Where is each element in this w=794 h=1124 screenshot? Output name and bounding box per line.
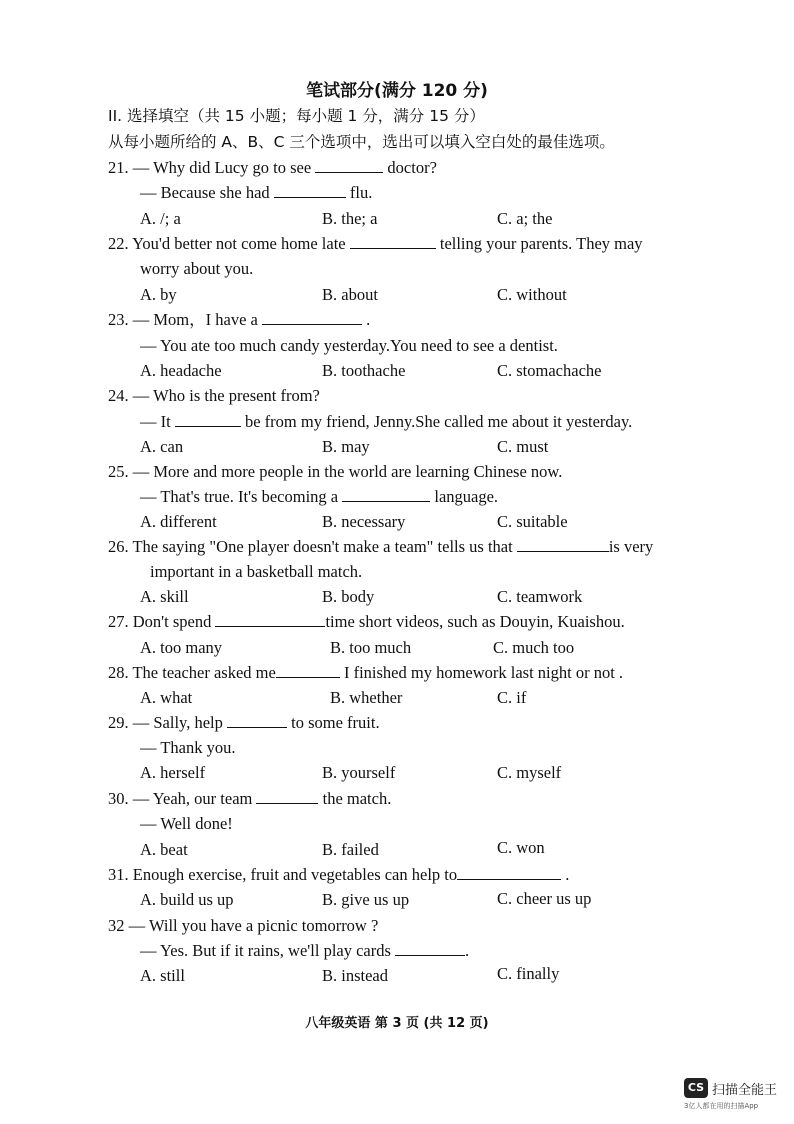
question-29-line1: 29. — Sally, help to some fruit.	[108, 713, 380, 732]
option-c: C. without	[497, 285, 567, 304]
option-a: A. can	[140, 437, 184, 456]
option-a: A. beat	[140, 840, 188, 859]
question-27-line1: 27. Don't spend time short videos, such as Douyin, Kuaishou.	[108, 612, 625, 631]
option-a: A. too many	[140, 638, 223, 657]
question-25-line2: — That's true. It's becoming a language.	[140, 487, 499, 506]
question-32-line2: — Yes. But if it rains, we'll play cards .	[140, 941, 470, 960]
section-title: 笔试部分(满分 120 分)	[306, 81, 488, 101]
option-c: C. stomachache	[497, 361, 602, 380]
option-b: B. give us up	[322, 890, 410, 909]
question-22-line2: worry about you.	[140, 259, 254, 278]
option-b: B. failed	[322, 840, 379, 859]
question-24-line2: — It be from my friend, Jenny.She called me about it yesterday.	[140, 412, 633, 431]
option-c: C. cheer us up	[497, 889, 592, 908]
instruction: 从每小题所给的 A、B、C 三个选项中，选出可以填入空白处的最佳选项。	[108, 133, 615, 151]
option-a: A. build us up	[140, 890, 234, 909]
question-26-line2: important in a basketball match.	[150, 562, 363, 581]
question-22-line1: 22. You'd better not come home late telling your parents. They may	[108, 234, 643, 253]
option-a: A. herself	[140, 763, 206, 782]
part-title: II. 选择填空（共 15 小题；每小题 1 分，满分 15 分）	[108, 107, 485, 125]
scanner-watermark	[684, 1078, 784, 1114]
option-b: B. the; a	[322, 209, 378, 228]
option-c: C. a; the	[497, 209, 553, 228]
option-b: B. yourself	[322, 763, 396, 782]
option-b: B. too much	[330, 638, 412, 657]
option-b: B. necessary	[322, 512, 406, 531]
question-25-line1: 25. — More and more people in the world are learning Chinese now.	[108, 462, 563, 481]
option-c: C. if	[497, 688, 527, 707]
page-footer: 八年级英语 第 3 页 (共 12 页)	[305, 1016, 489, 1031]
watermark-app-name: 扫描全能王	[712, 1083, 778, 1098]
option-a: A. what	[140, 688, 193, 707]
option-a: A. skill	[140, 587, 189, 606]
question-31-line1: 31. Enough exercise, fruit and vegetables can help to .	[108, 865, 570, 884]
option-b: B. whether	[330, 688, 403, 707]
option-a: A. still	[140, 966, 185, 985]
option-c: C. myself	[497, 763, 562, 782]
question-24-line1: 24. — Who is the present from?	[108, 386, 320, 405]
watermark-tagline: 3亿人都在用的扫描App	[684, 1102, 759, 1110]
question-29-line2: — Thank you.	[140, 738, 236, 757]
question-32-line1: 32 — Will you have a picnic tomorrow ?	[108, 916, 379, 935]
option-c: C. suitable	[497, 512, 568, 531]
option-a: A. headache	[140, 361, 222, 380]
question-30-line2: — Well done!	[140, 814, 233, 833]
option-b: B. about	[322, 285, 378, 304]
option-b: B. instead	[322, 966, 388, 985]
question-21-line2: — Because she had flu.	[140, 183, 373, 202]
question-23-line2: — You ate too much candy yesterday.You need to see a dentist.	[140, 336, 558, 355]
question-30-line1: 30. — Yeah, our team the match.	[108, 789, 392, 808]
option-c: C. won	[497, 838, 545, 857]
question-26-line1: 26. The saying "One player doesn't make a team" tells us that is very	[108, 537, 654, 556]
option-a: A. /; a	[140, 209, 181, 228]
option-b: B. toothache	[322, 361, 406, 380]
camscanner-logo-icon: CS	[684, 1078, 708, 1098]
option-b: B. body	[322, 587, 375, 606]
question-23-line1: 23. — Mom，I have a .	[108, 310, 371, 329]
option-c: C. finally	[497, 964, 560, 983]
question-21-line1: 21. — Why did Lucy go to see doctor?	[108, 158, 437, 177]
option-b: B. may	[322, 437, 370, 456]
option-c: C. teamwork	[497, 587, 583, 606]
option-c: C. much too	[493, 638, 575, 657]
option-c: C. must	[497, 437, 549, 456]
option-a: A. by	[140, 285, 177, 304]
question-28-line1: 28. The teacher asked me I finished my homework last night or not .	[108, 663, 624, 682]
option-a: A. different	[140, 512, 217, 531]
